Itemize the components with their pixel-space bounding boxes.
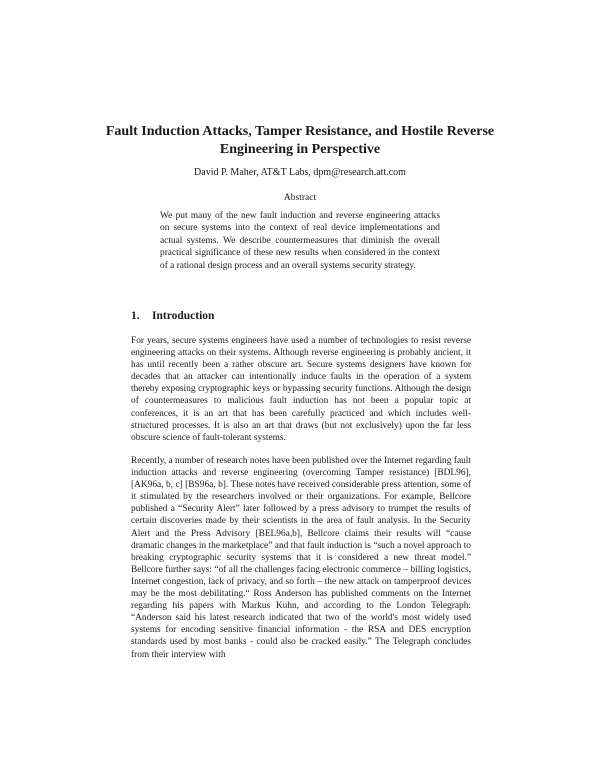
paper-title: Fault Induction Attacks, Tamper Resistance, and Hostile Reverse Engineering in Perspective (105, 124, 495, 157)
body-paragraph: Recently, a number of research notes have been published over the Internet regarding fault induction attacks and reverse engineering (overcoming Tamper resistance) [BDL96], [AK96a, b, c] [BS96a, b]. These notes have received considerable press attention, some of it stimulated by the researchers involved or their organizations. For example, Bellcore published a “Security Alert” later followed by a press advisory to trumpet the results of certain discoveries made by their scientists in the area of fault analysis. In the Security Alert and the Press Advisory [BEL96a,b], Bellcore claims their results will “cause dramatic changes in the marketplace” and that fault induction is “such a novel approach to breaking cryptographic security systems that it is considered a new threat model.” Bellcore further says: “of all the challenges facing electronic commerce – billing logistics, Internet congestion, lack of privacy, and so forth – the new attack on tamperproof devices may be the most debilitating.“ Ross Anderson has published comments on the Internet regarding his papers with Markus Kuhn, and according to the London Telegraph: “Anderson said his latest research indicated that two of the world's most widely used systems for encoding sensitive financial information - the RSA and DES encryption standards used by most banks - could also be cracked easily.” The Telegraph concludes from their interview with (131, 456, 471, 660)
section-title: Introduction (152, 310, 215, 322)
body-paragraph: For years, secure systems engineers have used a number of technologies to resist reverse engineering attacks on their systems. Although reverse engineering is probably ancient, it has until recently been a rather obscure art. Secure systems designers have known for decades that an attacker can intentionally induce faults in the operation of a system thereby exposing cryptographic keys or bypassing security functions. Although the design of countermeasures to malicious fault induction has not been a popular topic at conferences, it is an art that has been carefully practiced and which includes well-structured processes. It is also an art that draws (but not exclusively) upon the far less obscure science of fault-tolerant systems. (131, 336, 471, 443)
section-heading (131, 309, 214, 323)
author-line: David P. Maher, AT&T Labs, dpm@research.att.com (194, 167, 406, 178)
abstract-heading: Abstract (283, 193, 317, 203)
abstract-text: We put many of the new fault induction and reverse engineering attacks on secure systems into the context of real device implementations and actual systems. We describe countermeasures that diminish the overall practical significance of these new results when considered in the context of a rational design process and an overall systems security strategy. (160, 211, 440, 271)
section-number: 1. (131, 310, 140, 322)
